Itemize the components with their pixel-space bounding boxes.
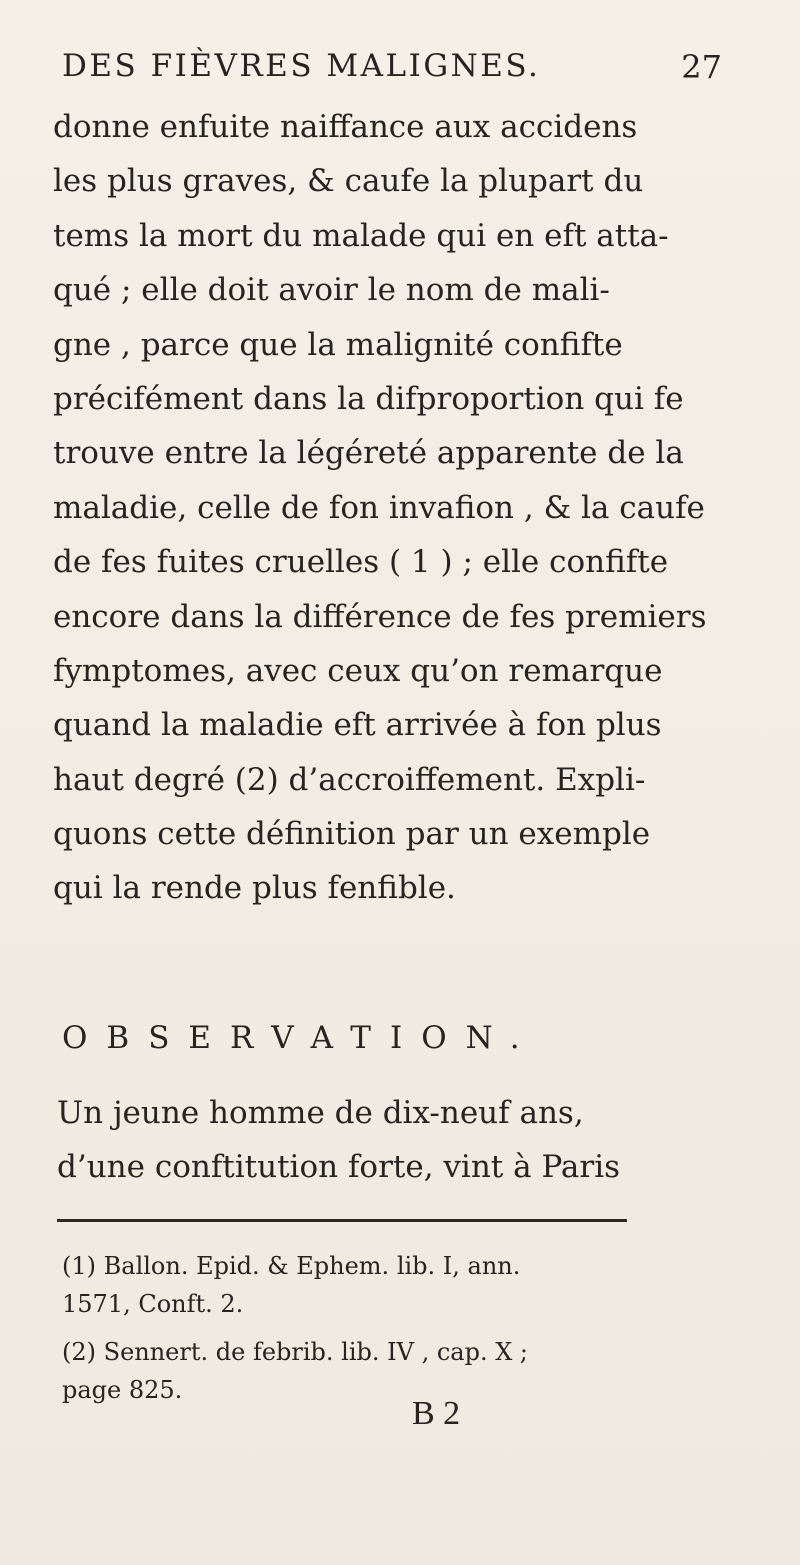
page-header [62,48,722,94]
text-line: qué ; elle doit avoir le nom de mali- [53,272,610,309]
printer-signature: B 2 [412,1395,461,1432]
observation-heading: OBSERVATION. [62,1020,539,1056]
footnotes [62,1247,717,1409]
footnote-1-line-1: (1) Ballon. Epid. & Ephem. lib. I, ann. [62,1252,521,1280]
footnote-separator [57,1219,627,1222]
text-line: de fes fuites cruelles ( 1 ) ; elle confifte [53,544,669,581]
text-line: encore dans la différence de fes premiers [53,598,707,635]
text-line: tems la mort du malade qui en eft atta- [53,217,669,254]
page-number: 27 [681,48,722,86]
text-line: donne enfuite naiffance aux accidens [53,109,638,145]
observation-line: d’une conftitution forte, vint à Paris [57,1149,621,1186]
text-line: trouve entre la légéreté apparente de la [53,435,684,472]
text-line: haut degré (2) d’accroiffement. Expli- [53,761,646,798]
text-line: les plus graves, & caufe la plupart du [53,163,644,200]
running-title: DES FIÈVRES MALIGNES. [62,48,541,84]
text-line: fymptomes, avec ceux qu’on remarque [53,652,663,689]
footnote-1-line-2: 1571, Conft. 2. [62,1290,244,1318]
text-line: maladie, celle de fon invafion , & la caufe [53,489,705,526]
footnote-2-line-2: page 825. [62,1376,183,1404]
text-line: qui la rende plus fenfible. [53,870,456,907]
text-line: précifément dans la difproportion qui fe [53,380,684,417]
main-text [53,100,743,916]
observation-line: Un jeune homme de dix-neuf ans, [57,1095,584,1131]
observation-text [57,1086,747,1195]
footnote-gap [62,1323,717,1333]
footnote-2-line-1: (2) Sennert. de febrib. lib. IV , cap. X ; [62,1338,529,1366]
text-line: quand la maladie eft arrivée à fon plus [53,707,662,744]
text-line: quons cette définition par un exemple [53,816,651,853]
text-line: gne , parce que la malignité confifte [53,326,623,363]
